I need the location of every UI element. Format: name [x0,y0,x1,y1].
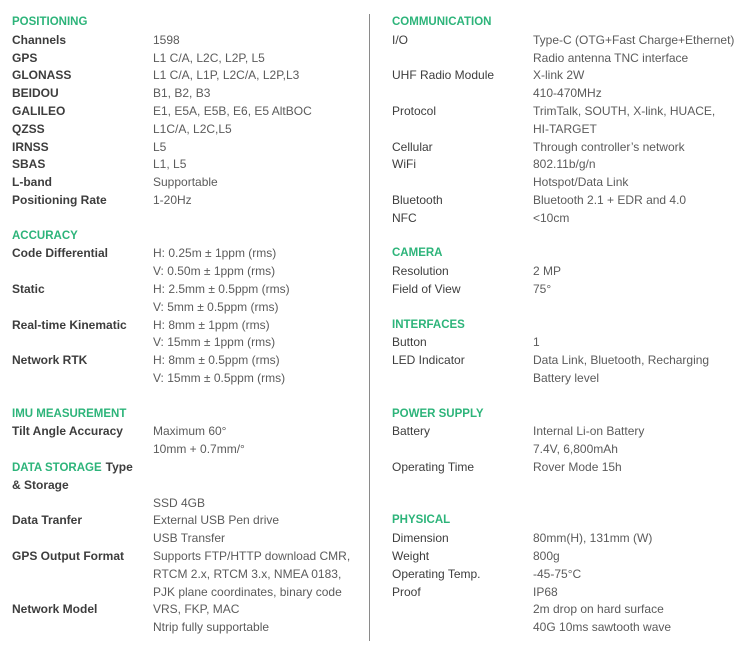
spec-value: 802.11b/g/n [533,157,596,172]
spec-row-resolution [392,263,738,281]
spec-value: HI-TARGET [533,121,597,136]
spec-row-data-transfer [12,512,364,548]
spec-label: WiFi [392,157,416,172]
spec-value: 75° [533,281,552,296]
section-spacer [12,210,364,228]
spec-values [533,32,734,68]
spec-values [533,192,686,210]
spec-row-channels [12,32,364,50]
spec-row-type-storage [12,495,364,513]
spec-row-button [392,334,738,352]
spec-row-tilt-angle-accuracy [12,423,364,459]
spec-row-glonass [12,67,364,85]
spec-row-sbas [12,156,364,174]
spec-value: L1 C/A, L2C, L2P, L5 [153,50,265,65]
spec-value: Battery level [533,370,600,385]
spec-value: L1 C/A, L1P, L2C/A, L2P,L3 [153,68,300,83]
spec-values [533,281,551,299]
section-title: DATA STORAGE [12,461,102,474]
spec-label: Weight [392,548,430,563]
spec-value: Maximum 60° [153,424,227,439]
spec-values [153,548,350,601]
section-spacer [392,388,738,406]
spec-values [153,512,279,548]
spec-values [153,281,290,317]
spec-label-continued: & Storage [12,477,69,492]
spec-value: Radio antenna TNC interface [533,50,689,65]
section-title: IMU MEASUREMENT [12,407,127,420]
spec-values [153,245,276,281]
spec-value: V: 15mm ± 0.5ppm (rms) [153,370,286,385]
spec-value: Hotspot/Data Link [533,175,629,190]
spec-label: Dimension [392,531,449,546]
spec-label: Tilt Angle Accuracy [12,424,123,439]
spec-label: Static [12,281,45,296]
spec-values [533,548,560,566]
section-spacer [392,477,738,495]
spec-label: L-band [12,175,52,190]
spec-value: 800g [533,548,560,563]
spec-row-led-indicator [392,352,738,388]
section-title: COMMUNICATION [392,16,492,28]
section-power-supply [392,406,738,477]
spec-value: External USB Pen drive [153,513,280,528]
spec-values [533,423,644,459]
section-title: PHYSICAL [392,514,451,527]
spec-value: H: 8mm ± 1ppm (rms) [153,317,270,332]
spec-value: Rover Mode 15h [533,459,622,474]
spec-row-weight [392,548,738,566]
spec-label: Network Model [12,602,98,617]
spec-value: -45-75°C [533,566,582,581]
spec-values [153,139,166,157]
spec-row-code-differential [12,245,364,281]
spec-label: Operating Time [392,459,475,474]
spec-label: Bluetooth [392,192,443,207]
spec-values [533,103,715,139]
spec-values [533,139,685,157]
spec-row-gps-output-format [12,548,364,601]
spec-label: QZSS [12,121,45,136]
spec-value: 40G 10ms sawtooth wave [533,620,672,635]
section-title-line [12,459,364,477]
spec-value: USB Transfer [153,531,226,546]
spec-row-bluetooth [392,192,738,210]
spec-value: L1, L5 [153,157,187,172]
spec-value: X-link 2W [533,68,585,83]
spec-values [153,352,285,388]
section-title: INTERFACES [392,318,465,331]
spec-label: SBAS [12,157,46,172]
spec-row-gps [12,50,364,68]
spec-value: Ntrip fully supportable [153,620,270,635]
spec-label: GPS [12,50,38,65]
section-spacer [392,299,738,317]
spec-value: V: 5mm ± 0.5ppm (rms) [153,299,279,314]
left-column [12,14,364,637]
spec-row-static [12,281,364,317]
spec-values [153,32,180,50]
section-title: CAMERA [392,247,443,260]
spec-label: Code Differential [12,246,109,261]
spec-values [533,459,622,477]
section-title: POWER SUPPLY [392,407,484,420]
spec-label: Field of View [392,281,461,296]
spec-value: 1 [533,335,540,350]
spec-value: Bluetooth 2.1 + EDR and 4.0 [533,192,687,207]
spec-values [153,85,210,103]
spec-values [533,210,569,228]
spec-value: 2m drop on hard surface [533,602,664,617]
spec-row-irnss [12,139,364,157]
spec-value: PJK plane coordinates, binary code [153,584,342,599]
section-imu-measurement [12,406,364,459]
spec-value: 1598 [153,32,180,47]
spec-label: Battery [392,424,431,439]
spec-value: VRS, FKP, MAC [153,602,240,617]
spec-value: H: 2.5mm ± 0.5ppm (rms) [153,281,290,296]
section-data-storage [12,459,364,637]
spec-values [533,566,581,584]
spec-label: NFC [392,210,417,225]
spec-label: Type [105,459,133,474]
spec-label: Proof [392,584,421,599]
spec-values [153,495,205,513]
section-physical [392,512,738,637]
section-spacer [12,388,364,406]
section-title: ACCURACY [12,229,78,242]
spec-values [533,584,671,637]
spec-value: H: 0.25m ± 1ppm (rms) [153,246,277,261]
spec-value: B1, B2, B3 [153,86,211,101]
spec-label: UHF Radio Module [392,68,495,83]
spec-row-l-band [12,174,364,192]
spec-row-proof [392,584,738,637]
spec-value: V: 0.50m ± 1ppm (rms) [153,264,276,279]
spec-row-dimension [392,530,738,548]
spec-label: Real-time Kinematic [12,317,127,332]
spec-row-beidou [12,85,364,103]
spec-label: GPS Output Format [12,548,124,563]
spec-values [153,174,218,192]
spec-label: Operating Temp. [392,566,481,581]
spec-value: IP68 [533,584,558,599]
spec-row-nfc [392,210,738,228]
spec-value: L5 [153,139,167,154]
spec-value: 80mm(H), 131mm (W) [533,531,653,546]
right-column [392,14,738,637]
spec-label: Protocol [392,103,437,118]
spec-label: Positioning Rate [12,192,107,207]
spec-values [533,352,709,388]
spec-value: Through controller’s network [533,139,685,154]
spec-label: GALILEO [12,103,66,118]
spec-row-galileo [12,103,364,121]
spec-label: IRNSS [12,139,49,154]
spec-row-cellular [392,139,738,157]
spec-row-network-rtk [12,352,364,388]
spec-label: Data Tranfer [12,513,83,528]
spec-row-protocol [392,103,738,139]
spec-values [533,530,652,548]
spec-values [153,67,299,85]
spec-value: Supports FTP/HTTP download CMR, [153,548,351,563]
spec-row-qzss [12,121,364,139]
spec-label: Cellular [392,139,433,154]
spec-value: SSD 4GB [153,495,206,510]
spec-values [533,334,540,352]
spec-values [153,50,265,68]
spec-value: TrimTalk, SOUTH, X-link, HUACE, [533,103,716,118]
section-positioning [12,14,364,210]
spec-value: V: 15mm ± 1ppm (rms) [153,335,276,350]
spec-row-operating-temp [392,566,738,584]
spec-values [153,423,245,459]
spec-value: 410-470MHz [533,86,602,101]
spec-row-field-of-view [392,281,738,299]
spec-value: 1-20Hz [153,192,192,207]
spec-label: LED Indicator [392,353,465,368]
spec-values [153,156,186,174]
section-title: POSITIONING [12,16,88,28]
label-spacer [12,495,153,513]
spec-value: Data Link, Bluetooth, Recharging [533,353,710,368]
spec-row-operating-time [392,459,738,477]
spec-value: Supportable [153,175,218,190]
spec-label: Button [392,335,427,350]
section-accuracy [12,228,364,388]
spec-label: Channels [12,32,67,47]
spec-row-uhf-radio-module [392,67,738,103]
spec-values [533,156,628,192]
spec-values [533,67,602,103]
spec-row-io [392,32,738,68]
spec-value: Type-C (OTG+Fast Charge+Ethernet) [533,32,735,47]
spec-row-network-model [12,601,364,637]
spec-label: Network RTK [12,353,88,368]
spec-value: <10cm [533,210,570,225]
section-spacer [392,228,738,246]
section-spacer [392,495,738,513]
spec-values [153,317,275,353]
spec-row-positioning-rate [12,192,364,210]
spec-label: BEIDOU [12,86,59,101]
spec-values [153,601,269,637]
spec-values [153,192,192,210]
spec-value: L1C/A, L2C,L5 [153,121,232,136]
spec-value: 2 MP [533,264,562,279]
spec-row-real-time-kinematic [12,317,364,353]
spec-value: Internal Li-on Battery [533,424,645,439]
spec-value: E1, E5A, E5B, E6, E5 AltBOC [153,103,312,118]
section-camera [392,245,738,298]
spec-row-wifi [392,156,738,192]
spec-value: 7.4V, 6,800mAh [533,442,618,457]
spec-values [533,263,561,281]
section-interfaces [392,317,738,388]
spec-value: 10mm + 0.7mm/° [153,442,245,457]
spec-row-battery [392,423,738,459]
spec-label: GLONASS [12,68,72,83]
spec-values [153,121,232,139]
spec-label: Resolution [392,264,449,279]
spec-values [153,103,312,121]
spec-value: RTCM 2.x, RTCM 3.x, NMEA 0183, [153,566,342,581]
column-divider [369,14,370,641]
section-communication [392,14,738,228]
spec-label: I/O [392,32,409,47]
spec-value: H: 8mm ± 0.5ppm (rms) [153,353,280,368]
